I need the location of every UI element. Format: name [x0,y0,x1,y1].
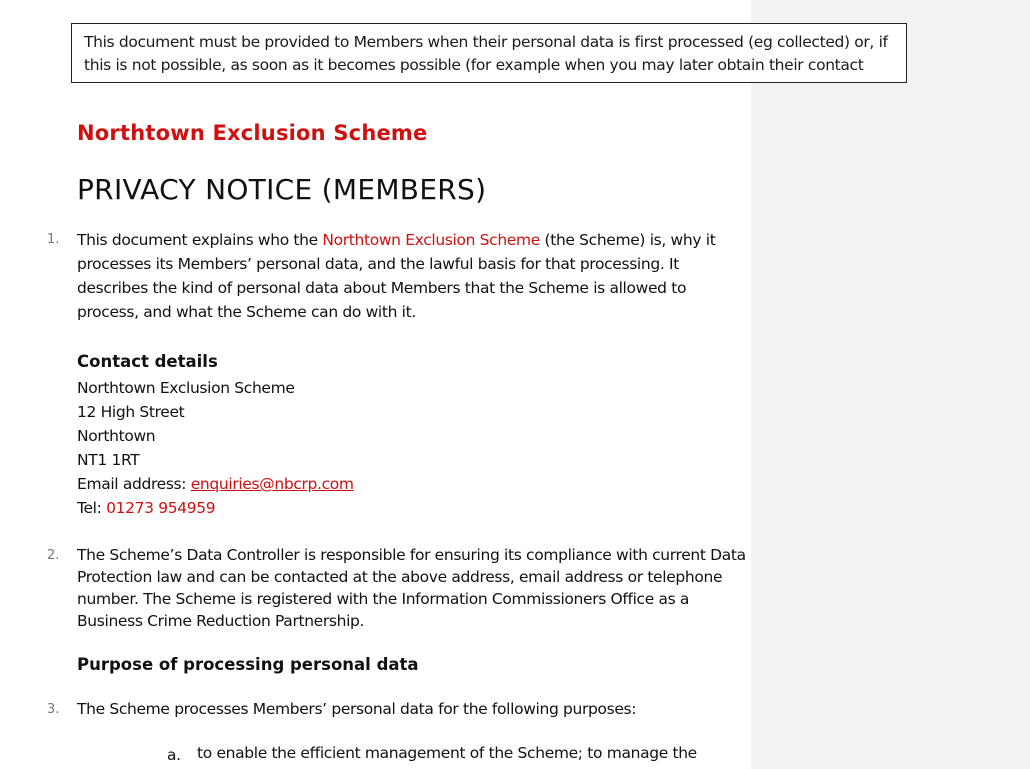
paragraph-line: Protection law and can be contacted at the above address, email address or telephone [77,568,723,586]
paragraph-line: number. The Scheme is registered with the Information Commissioners Office as a [77,590,690,608]
paragraph-line: process, and what the Scheme can do with it. [77,303,416,321]
paragraph-line: The Scheme processes Members’ personal data for the following purposes: [77,700,637,718]
paragraph-2 [77,544,745,632]
guidance-note-box [71,23,907,83]
paragraph-number: 3. [47,702,60,717]
scheme-name-highlight: Northtown Exclusion Scheme [322,231,540,249]
contact-postcode: NT1 1RT [77,451,140,469]
paragraph-number: 1. [47,232,60,247]
paragraph-line: describes the kind of personal data about Members that the Scheme is allowed to [77,279,687,297]
paragraph-1 [77,228,745,324]
contact-tel-row [77,496,215,520]
paragraph-line: Business Crime Reduction Partnership. [77,612,365,630]
paragraph-line: processes its Members’ personal data, and the lawful basis for that processing. It [77,255,679,273]
contact-street: 12 High Street [77,403,185,421]
paragraph-3 [77,697,745,721]
paragraph-line: The Scheme’s Data Controller is responsible for ensuring its compliance with current Data [77,546,746,564]
guidance-note-line: this is not possible, as soon as it becomes possible (for example when you may later obtain their contact [84,56,864,74]
scheme-title: Northtown Exclusion Scheme [77,121,428,145]
tel-number: 01273 954959 [106,499,216,517]
tel-label: Tel: [77,499,107,517]
contact-name: Northtown Exclusion Scheme [77,379,295,397]
text-run: This document explains who the [77,231,323,249]
contact-details-heading: Contact details [77,352,218,371]
text-run: (the Scheme) is, why it [539,231,716,249]
purpose-heading: Purpose of processing personal data [77,655,419,674]
email-link[interactable]: enquiries@nbcrp.com [190,475,354,493]
list-item-text: to enable the efficient management of the Scheme; to manage the [197,744,697,762]
paragraph-line [77,228,745,252]
page-margin-area [751,0,1030,769]
contact-email-row [77,472,354,496]
list-item-letter: a. [167,746,181,764]
paragraph-number: 2. [47,548,60,563]
contact-town: Northtown [77,427,156,445]
email-label: Email address: [77,475,191,493]
page-title: PRIVACY NOTICE (MEMBERS) [77,173,487,206]
guidance-note-line: This document must be provided to Members when their personal data is first processed (eg collected) or, if [84,33,888,51]
